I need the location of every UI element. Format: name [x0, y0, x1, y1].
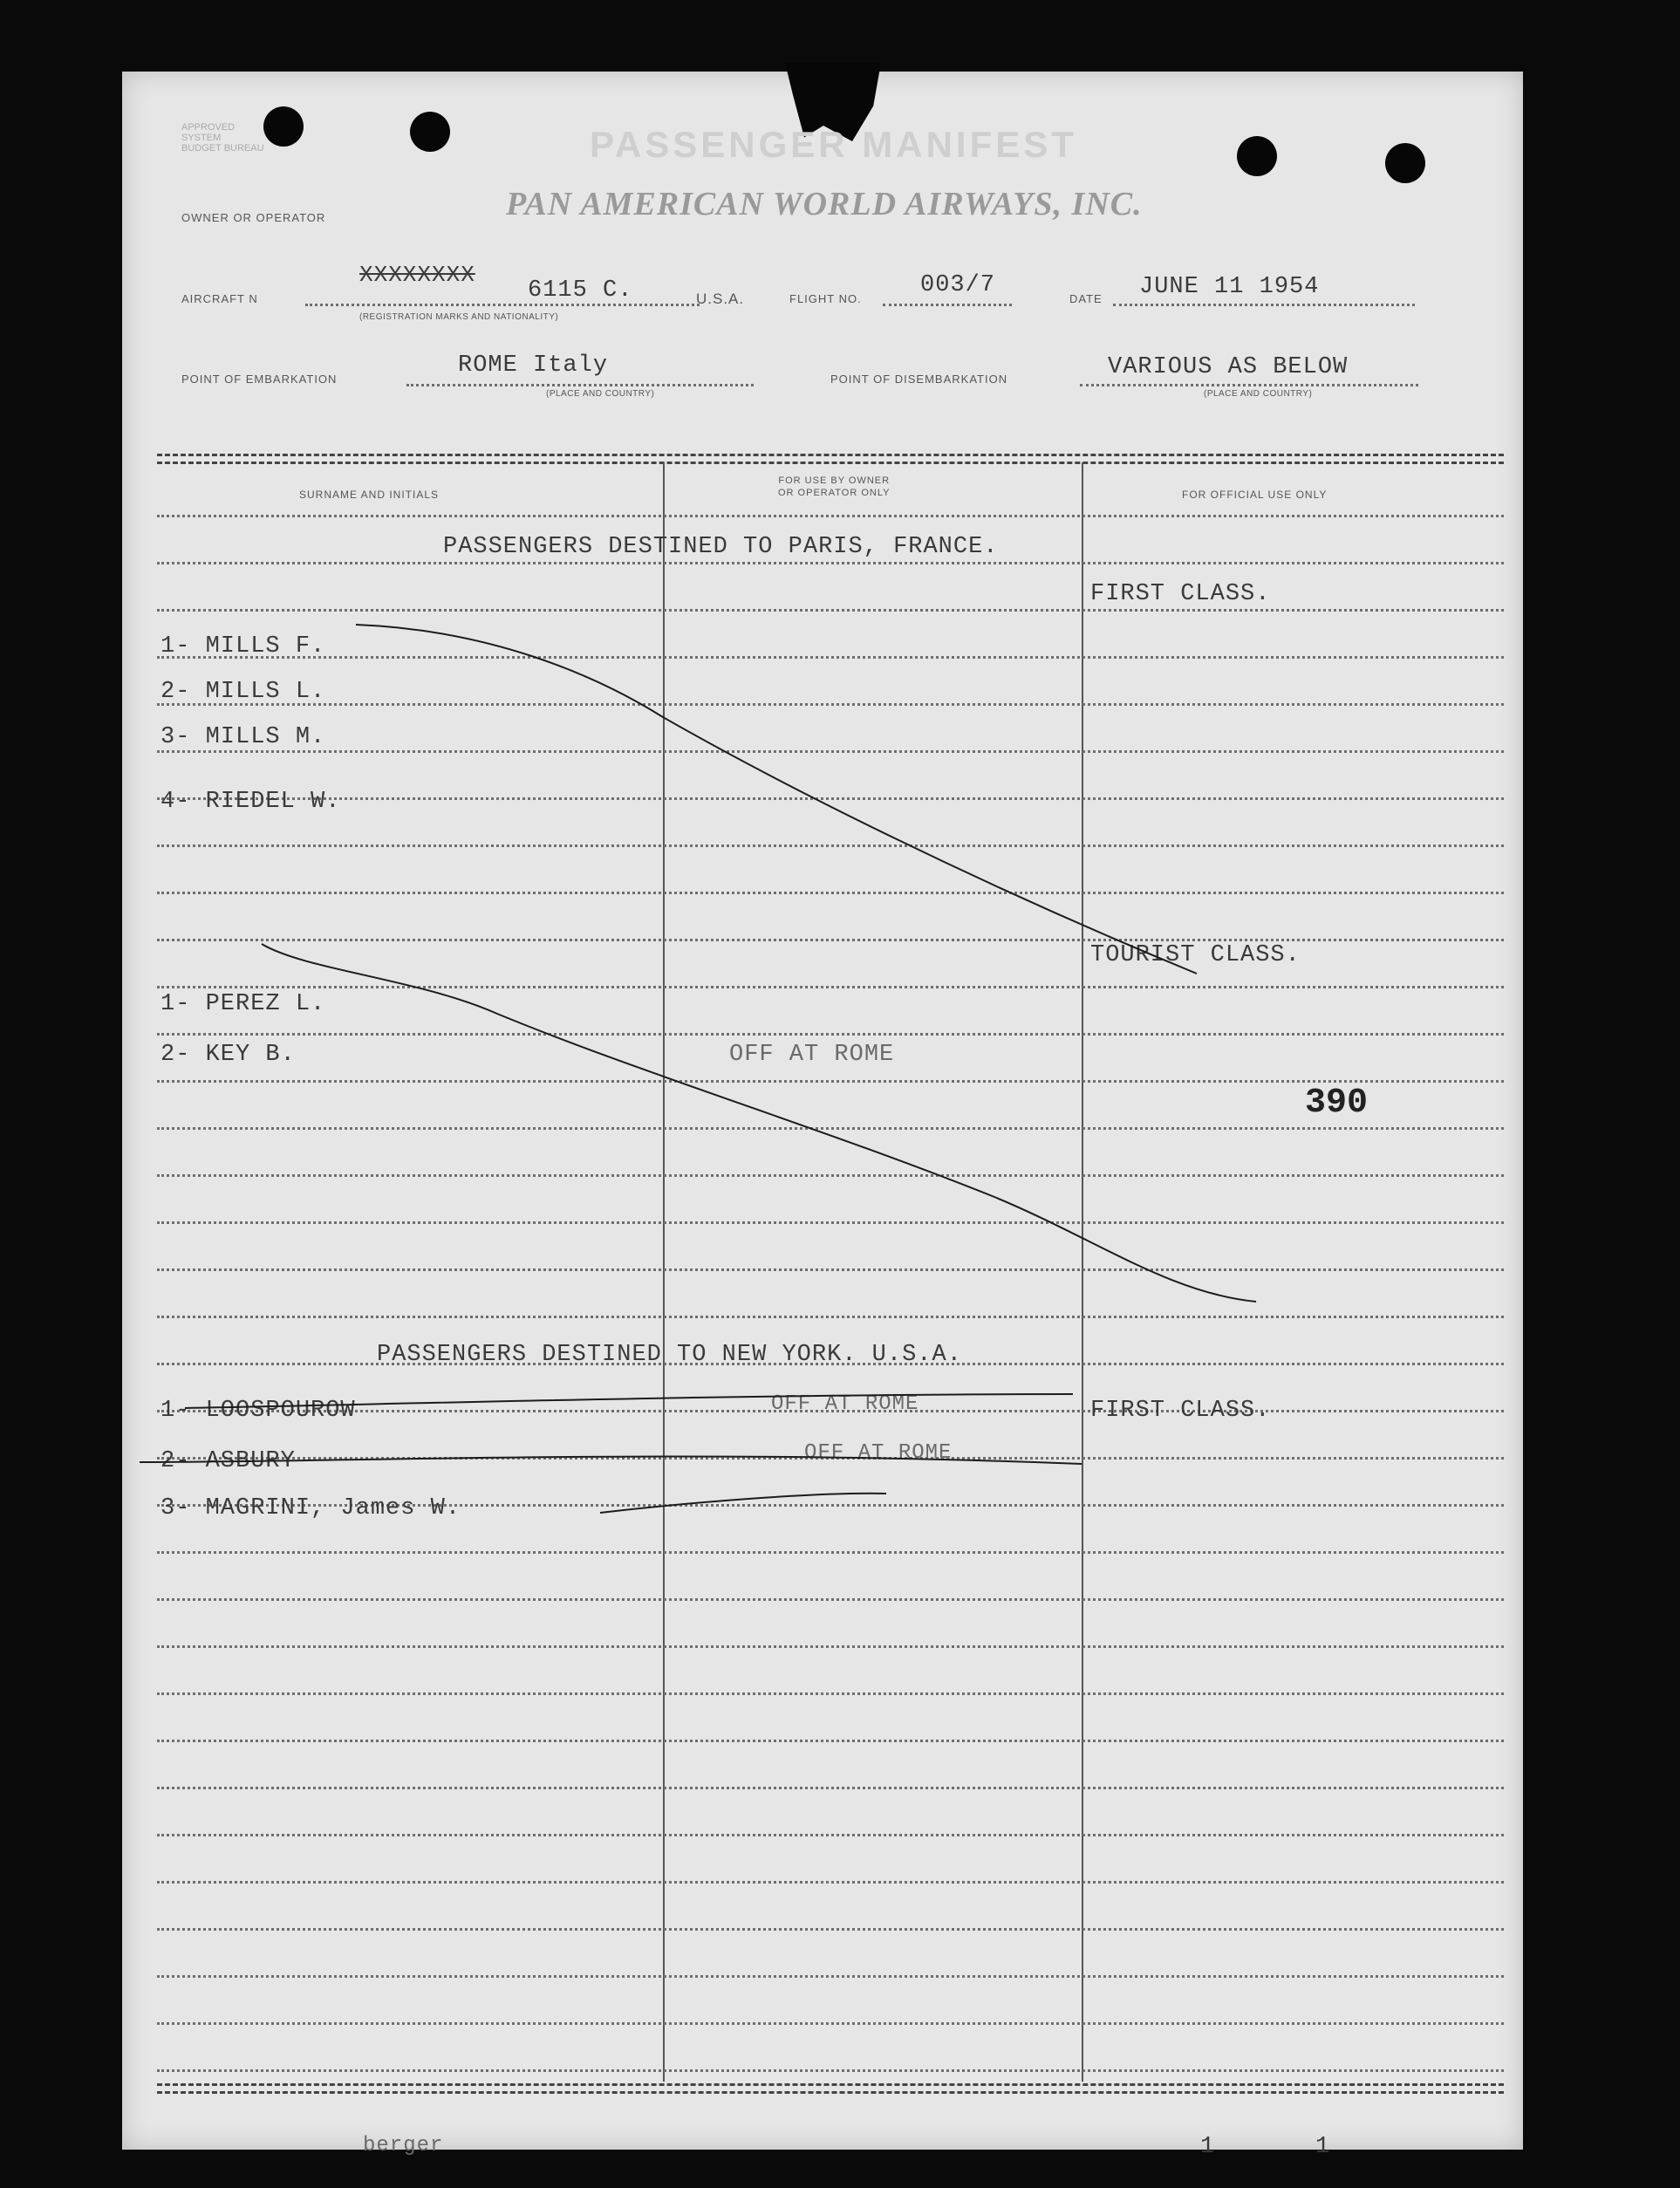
passenger-entry: 3- MILLS M.: [160, 724, 326, 750]
official-number: 390: [1305, 1084, 1369, 1123]
date-value: JUNE 11 1954: [1139, 274, 1320, 300]
footer-count: 1: [1315, 2134, 1331, 2160]
footer-signature: berger: [363, 2134, 444, 2157]
strike-line-passenger-1: [185, 1394, 1073, 1408]
off-at-rome-note: OFF AT ROME: [771, 1392, 919, 1416]
passenger-entry: 2- KEY B.: [160, 1042, 296, 1068]
column-header-surname: SURNAME AND INITIALS: [299, 489, 440, 501]
owner-value: PAN AMERICAN WORLD AIRWAYS, INC.: [506, 186, 1143, 222]
place-note-embarkation: (PLACE AND COUNTRY): [546, 389, 655, 399]
aircraft-label: AIRCRAFT N: [181, 292, 258, 305]
date-label: DATE: [1069, 292, 1103, 305]
passenger-entry: 1- LOOSPOUROW: [160, 1398, 356, 1424]
column-header-owner-use-line: OR OPERATOR ONLY: [778, 488, 891, 498]
passenger-entry: 1- MILLS F.: [160, 633, 326, 660]
passenger-entry: 2- MILLS L.: [160, 679, 326, 705]
place-note-disembarkation: (PLACE AND COUNTRY): [1204, 389, 1313, 399]
embarkation-label: POINT OF EMBARKATION: [181, 373, 338, 386]
passenger-entry: 1- PEREZ L.: [160, 991, 326, 1017]
diagonal-strike-paris-tourist: [262, 944, 1256, 1302]
approval-line: SYSTEM: [181, 133, 222, 143]
embarkation-value: ROME Italy: [458, 352, 609, 379]
strike-line-passenger-2: [140, 1456, 1082, 1464]
column-header-official: FOR OFFICIAL USE ONLY: [1182, 489, 1328, 501]
aircraft-value: 6115 C.: [528, 277, 633, 304]
registration-note: (REGISTRATION MARKS AND NATIONALITY): [359, 312, 559, 322]
strike-line-passenger-3: [600, 1494, 886, 1513]
passenger-entry: 3- MAGRINI, James W.: [160, 1495, 461, 1521]
flight-label: FLIGHT NO.: [789, 292, 862, 305]
off-at-rome-note: OFF AT ROME: [729, 1042, 895, 1068]
newyork-header: PASSENGERS DESTINED TO NEW YORK. U.S.A.: [377, 1342, 962, 1368]
disembarkation-value: VARIOUS AS BELOW: [1108, 354, 1349, 380]
paris-header: PASSENGERS DESTINED TO PARIS, FRANCE.: [443, 534, 999, 560]
disembarkation-label: POINT OF DISEMBARKATION: [830, 373, 1008, 386]
paris-tourist-class-label: TOURIST CLASS.: [1090, 942, 1301, 968]
aircraft-struck: XXXXXXXX: [359, 262, 475, 288]
approval-line: BUDGET BUREAU: [181, 143, 264, 154]
passenger-entry: 4- RIEDEL W.: [160, 789, 341, 815]
newyork-first-class-label: FIRST CLASS.: [1090, 1398, 1271, 1424]
approval-line: APPROVED: [181, 122, 236, 133]
diagonal-strike-paris-first: [356, 625, 1197, 974]
flight-value: 003/7: [920, 272, 996, 298]
passenger-entry: 2- ASBURY: [160, 1448, 296, 1474]
off-at-rome-note: OFF AT ROME: [804, 1441, 953, 1465]
manifest-sheet: [122, 72, 1523, 2160]
paris-first-class-label: FIRST CLASS.: [1090, 581, 1271, 607]
column-header-owner-use-line: FOR USE BY OWNER: [778, 475, 891, 486]
owner-label: OWNER OR OPERATOR: [181, 211, 326, 224]
form-title: PASSENGER MANIFEST: [590, 124, 1077, 165]
footer-count: 1: [1200, 2134, 1216, 2160]
strike-through-marks: [122, 72, 1523, 2150]
aircraft-country: U.S.A.: [696, 291, 745, 307]
